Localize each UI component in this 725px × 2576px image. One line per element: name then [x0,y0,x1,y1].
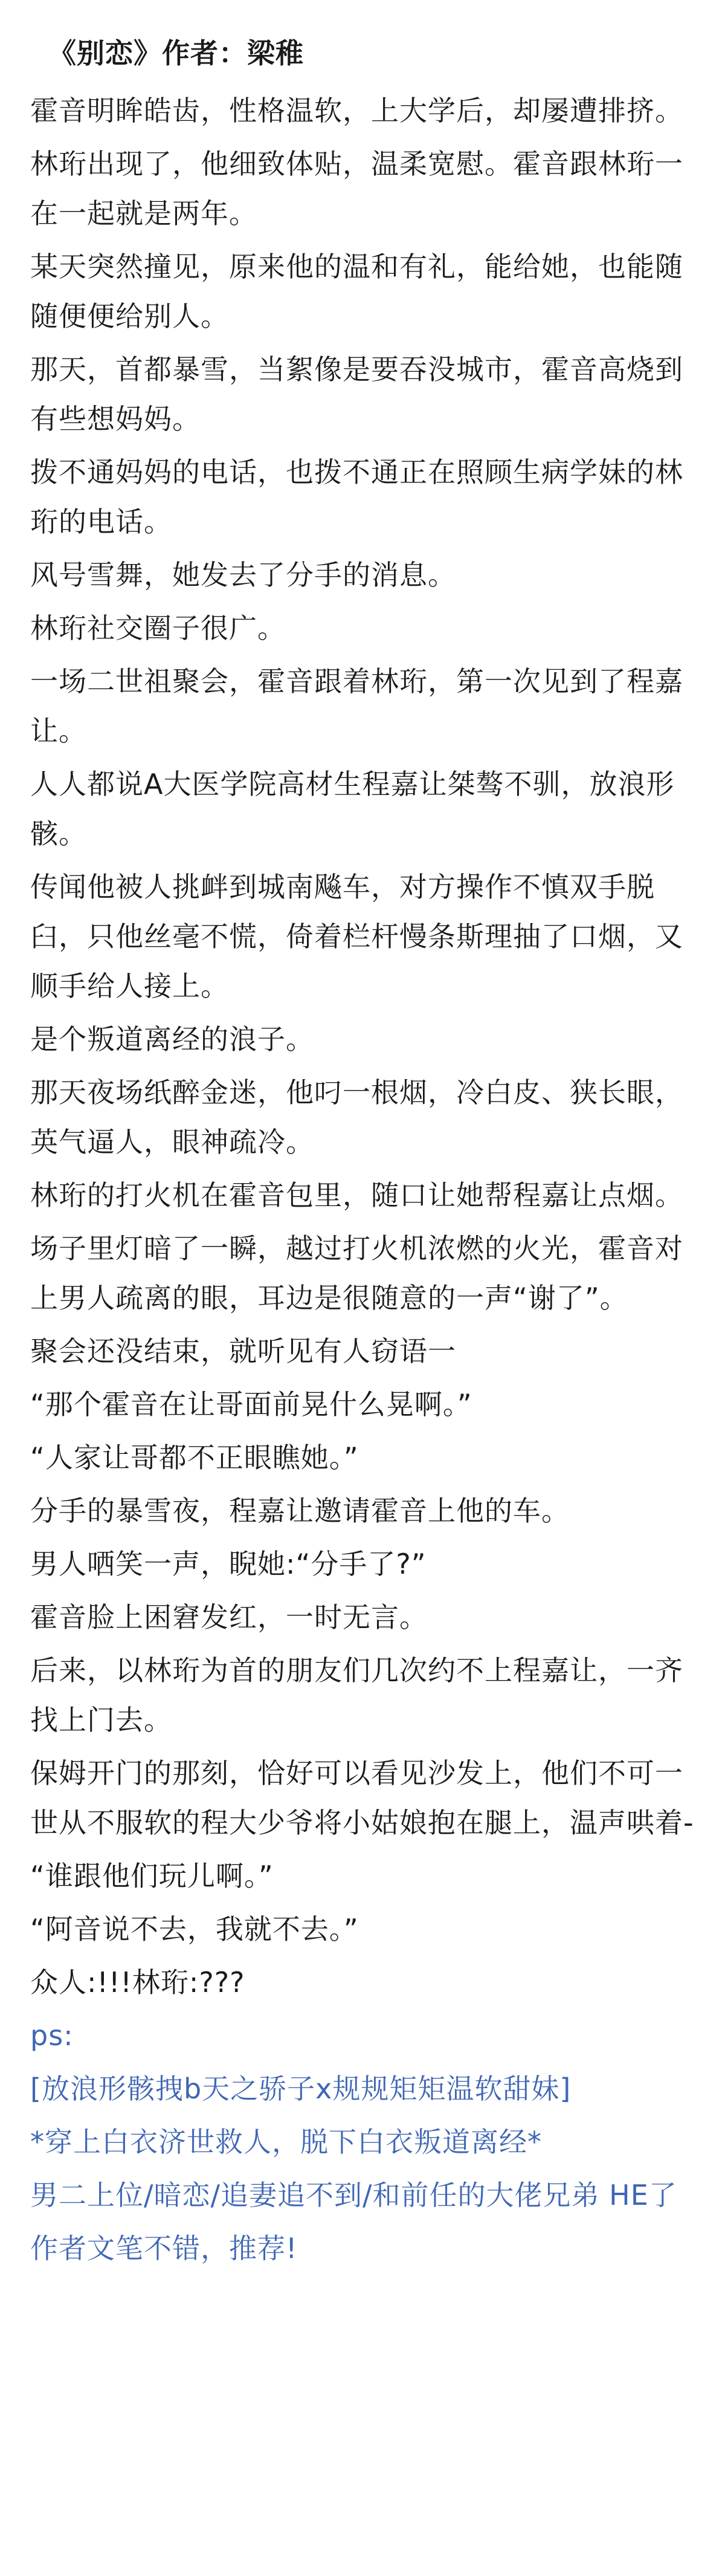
paragraph: 聚会还没结束，就听见有人窃语一 [30,1335,456,1367]
paragraph: “人家让哥都不正眼瞧她。” [30,1441,359,1474]
paragraph: 分手的暴雪夜，程嘉让邀请霍音上他的车。 [30,1494,570,1527]
paragraph: “谁跟他们玩儿啊。” [30,1860,274,1892]
paragraph: 众人:!!!林珩:??? [30,1966,245,1999]
paragraph: 男人哂笑一声，睨她:“分手了?” [30,1548,427,1580]
paragraph: “那个霍音在让哥面前晃什么晃啊。” [30,1388,472,1421]
paragraph: 霍音明眸皓齿，性格温软，上大学后，却屡遭排挤。 [30,94,683,127]
paragraph: 传闻他被人挑衅到城南飚车，对方操作不慎双手脱臼，只他丝毫不慌，倚着栏杆慢条斯理抽了口烟，又顺手给人接上。 [30,871,683,1002]
paragraph: 是个叛道离经的浪子。 [30,1023,314,1056]
paragraph: 风号雪舞，她发去了分手的消息。 [30,559,456,591]
paragraph: 保姆开门的那刻，恰好可以看见沙发上，他们不可一世从不服软的程大少爷将小姑娘抱在腿上，温声哄着- [30,1757,694,1839]
paragraph: “阿音说不去，我就不去。” [30,1913,359,1945]
paragraph: 霍音脸上困窘发红，一时无言。 [30,1601,428,1634]
paragraph: 那天，首都暴雪，当絮像是要吞没城市，霍音高烧到有些想妈妈。 [30,353,683,435]
ps-tags: [放浪形骸拽b天之骄子x规规矩矩温软甜妹] [30,2072,572,2105]
paragraph: 场子里灯暗了一瞬，越过打火机浓燃的火光，霍音对上男人疏离的眼，耳边是很随意的一声“谢了”。 [30,1232,683,1314]
ps-genre-tags: 男二上位/暗恋/追妻追不到/和前任的大佬兄弟 HE了 [30,2179,677,2211]
paragraph: 那天夜场纸醉金迷，他叼一根烟，冷白皮、狭长眼，英气逼人，眼神疏冷。 [30,1076,683,1158]
ps-label: ps: [30,2019,74,2052]
paragraph: 人人都说A大医学院高材生程嘉让桀骜不驯，放浪形骸。 [30,768,675,850]
ps-recommendation: 作者文笔不错，推荐! [30,2232,298,2265]
paragraph: 某天突然撞见，原来他的温和有礼，能给她，也能随随便便给别人。 [30,250,683,333]
paragraph: 后来，以林珩为首的朋友们几次约不上程嘉让，一齐找上门去。 [30,1654,683,1736]
story-synopsis [30,86,695,2007]
paragraph: 一场二世祖聚会，霍音跟着林珩，第一次见到了程嘉让。 [30,665,683,747]
paragraph: 林珩的打火机在霍音包里，随口让她帮程嘉让点烟。 [30,1179,683,1212]
paragraph: 林珩出现了，他细致体贴，温柔宽慰。霍音跟林珩一在一起就是两年。 [30,148,683,230]
paragraph: 林珩社交圈子很广。 [30,612,286,644]
ps-tagline: *穿上白衣济世救人，脱下白衣叛道离经* [30,2126,542,2158]
paragraph: 拨不通妈妈的电话，也拨不通正在照顾生病学妹的林珩的电话。 [30,456,683,538]
postscript-section [30,2011,695,2273]
article-title: 《别恋》作者：梁稚 [48,37,304,70]
